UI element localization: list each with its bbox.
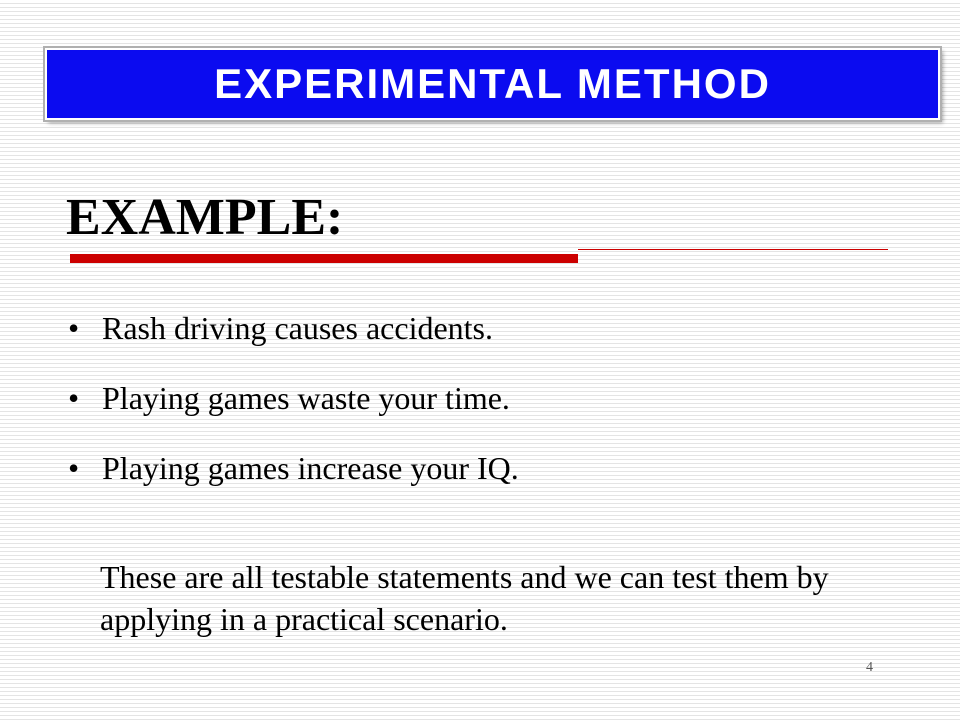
page-number: 4 [866, 660, 873, 675]
bullet-item [68, 304, 519, 352]
bullet-item [68, 374, 519, 422]
slide-title: EXPERIMENTAL METHOD [214, 60, 771, 107]
heading-underline-thin [578, 249, 888, 250]
bullet-icon: • [68, 450, 80, 486]
title-banner [45, 48, 940, 120]
heading-underline-thick [70, 254, 578, 263]
bullet-text: Playing games increase your IQ. [102, 450, 519, 486]
bullet-list [68, 304, 519, 514]
bullet-icon: • [68, 380, 80, 416]
summary-paragraph: These are all testable statements and we can test them by applying in a practical scenario. [100, 559, 829, 637]
bullet-text: Rash driving causes accidents. [102, 310, 493, 346]
bullet-icon: • [68, 310, 80, 346]
bullet-text: Playing games waste your time. [102, 380, 510, 416]
bullet-item [68, 444, 519, 492]
section-heading: EXAMPLE: [66, 189, 344, 246]
